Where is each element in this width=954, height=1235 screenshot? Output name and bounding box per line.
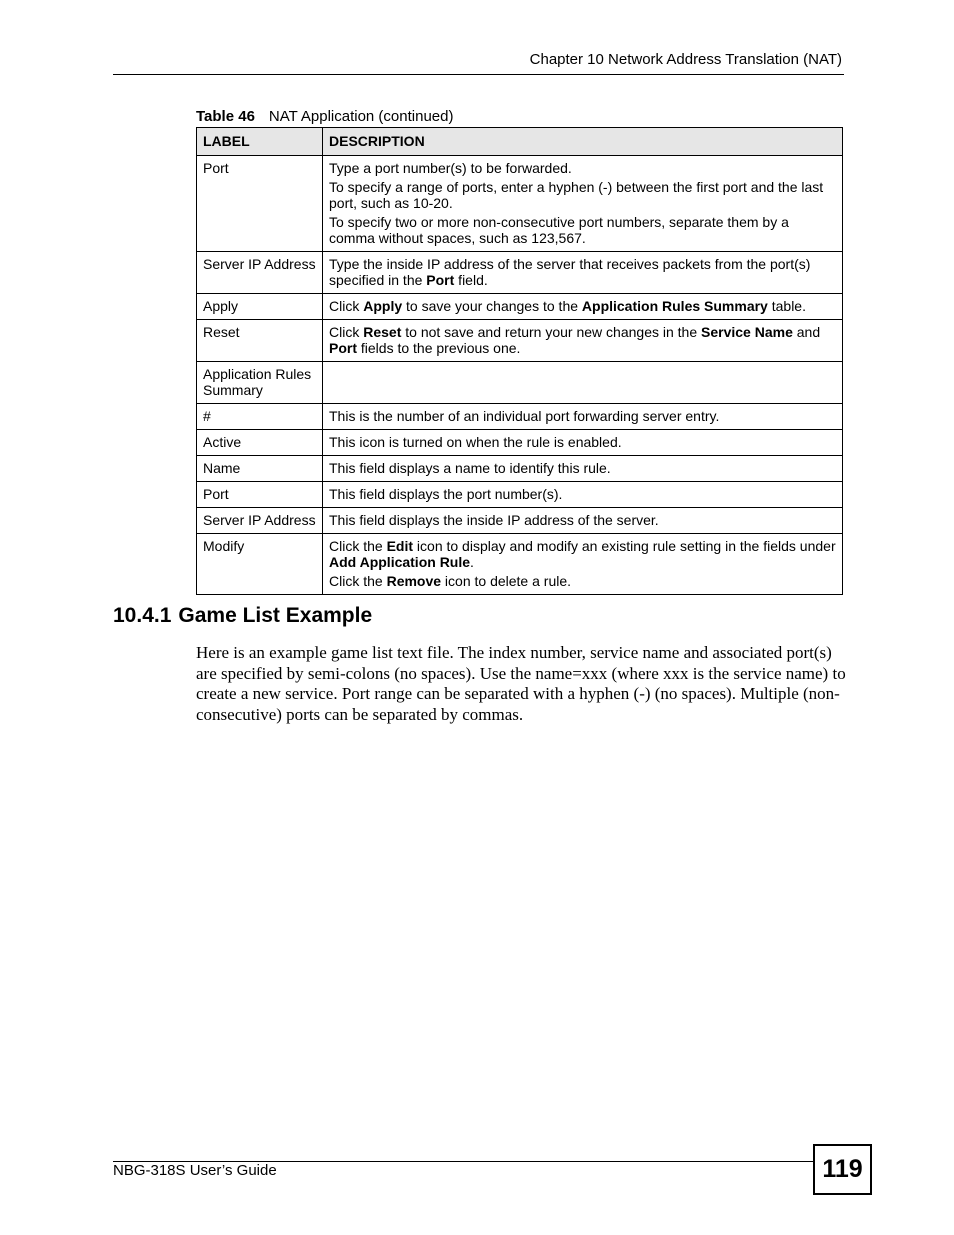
table-row xyxy=(197,456,843,482)
row-label: Modify xyxy=(197,534,323,595)
desc-bold: Port xyxy=(329,340,357,356)
desc-text: icon to display and modify an existing rule setting in the fields under xyxy=(413,538,836,554)
column-header-label: LABEL xyxy=(197,128,323,156)
desc-bold: Add Application Rule xyxy=(329,554,471,570)
row-description: This field displays a name to identify this rule. xyxy=(323,456,843,482)
table-row xyxy=(197,508,843,534)
desc-text: Click the xyxy=(329,573,387,589)
table-row xyxy=(197,156,843,252)
section-body-paragraph: Here is an example game list text file. The index number, service name and associated port(s) are specified by semi-colons (no spaces). Use the name=xxx (where xxx is the service name) to create a new service. Port range can be separated with a hyphen (-) (no spaces). Multiple (non-consecutive) ports can be separated by commas. xyxy=(196,643,846,724)
column-header-description: DESCRIPTION xyxy=(323,128,843,156)
desc-text: . xyxy=(470,554,474,570)
row-description-line: Type a port number(s) to be forwarded. xyxy=(329,160,572,176)
row-label: Name xyxy=(197,456,323,482)
desc-text: field. xyxy=(454,272,488,288)
desc-text: Click xyxy=(329,298,364,314)
desc-text: table. xyxy=(767,298,806,314)
table-row xyxy=(197,430,843,456)
desc-text: icon to delete a rule. xyxy=(441,573,572,589)
desc-text: and xyxy=(792,324,821,340)
row-description: This field displays the port number(s). xyxy=(323,482,843,508)
row-description-line xyxy=(329,573,836,589)
desc-bold: Application Rules Summary xyxy=(581,298,768,314)
footer-guide-title: NBG-318S User’s Guide xyxy=(113,1162,277,1179)
chapter-header: Chapter 10 Network Address Translation (NAT) xyxy=(529,51,842,68)
table-caption xyxy=(196,108,453,125)
row-description: This icon is turned on when the rule is enabled. xyxy=(323,430,843,456)
table-caption-label: Table 46 xyxy=(196,108,255,125)
desc-bold: Port xyxy=(426,272,455,288)
desc-bold: Apply xyxy=(363,298,403,314)
row-label: Application Rules Summary xyxy=(197,362,323,404)
row-description-line: To specify two or more non-consecutive port numbers, separate them by a comma without spaces, such as 123,567. xyxy=(329,214,789,246)
row-label: Server IP Address xyxy=(197,508,323,534)
row-description: This field displays the inside IP address of the server. xyxy=(323,508,843,534)
desc-bold: Edit xyxy=(386,538,414,554)
table-row xyxy=(197,404,843,430)
desc-text: to not save and return your new changes in the xyxy=(401,324,702,340)
table-row xyxy=(197,362,843,404)
desc-bold: Remove xyxy=(386,573,442,589)
row-label: Apply xyxy=(197,294,323,320)
table-row xyxy=(197,482,843,508)
desc-bold: Reset xyxy=(363,324,402,340)
row-label: Port xyxy=(197,156,323,252)
table-row xyxy=(197,294,843,320)
row-description xyxy=(323,320,843,362)
row-description xyxy=(323,252,843,294)
desc-text: to save your changes to the xyxy=(402,298,582,314)
row-label: Port xyxy=(197,482,323,508)
row-label: # xyxy=(197,404,323,430)
desc-text: Click the xyxy=(329,538,387,554)
row-description-line: To specify a range of ports, enter a hyphen (-) between the first port and the last port, such as 10-20. xyxy=(329,179,824,211)
header-rule xyxy=(113,74,844,75)
row-description: This is the number of an individual port forwarding server entry. xyxy=(323,404,843,430)
row-description xyxy=(323,362,843,404)
table-caption-title: NAT Application (continued) xyxy=(268,108,454,125)
desc-text: Click xyxy=(329,324,364,340)
desc-bold: Service Name xyxy=(701,324,793,340)
table-header-row xyxy=(197,128,843,156)
row-label: Active xyxy=(197,430,323,456)
row-description xyxy=(323,156,843,252)
section-title: Game List Example xyxy=(178,604,373,627)
row-description xyxy=(323,294,843,320)
row-label: Server IP Address xyxy=(197,252,323,294)
page-number: 119 xyxy=(813,1144,872,1195)
table-row xyxy=(197,252,843,294)
desc-text: fields to the previous one. xyxy=(357,340,521,356)
row-label: Reset xyxy=(197,320,323,362)
section-heading xyxy=(113,604,372,628)
nat-application-table xyxy=(196,127,843,595)
table-row xyxy=(197,534,843,595)
desc-text: Type the inside IP address of the server that receives packets from the port(s) specified in the xyxy=(329,256,811,288)
row-description xyxy=(323,534,843,595)
table-row xyxy=(197,320,843,362)
section-number: 10.4.1 xyxy=(113,604,172,627)
row-description-line xyxy=(329,538,836,570)
